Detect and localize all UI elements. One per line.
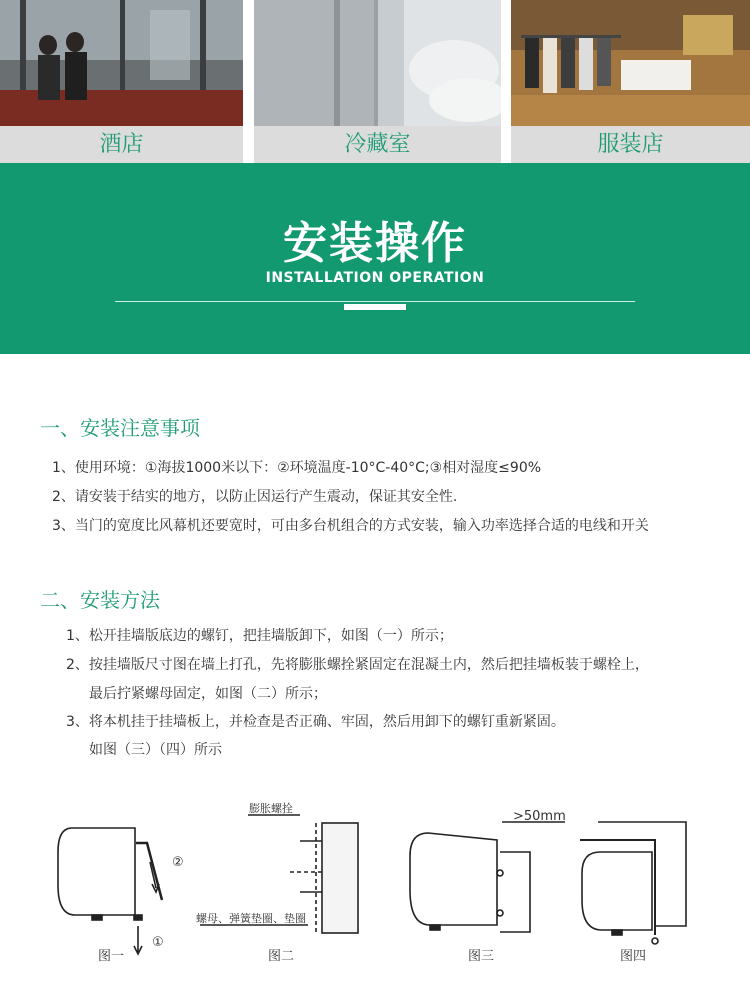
section2-title: 二、安装方法 — [40, 588, 160, 612]
fig1-step1: ① — [152, 935, 164, 950]
caption-clothing-store: 服装店 — [511, 126, 750, 163]
fig1-step2: ② — [172, 855, 184, 870]
fig3-screw-top — [497, 870, 503, 876]
section2-item-2: 2、按挂墙版尺寸图在墙上打孔，先将膨胀螺拴紧固定在混凝土内，然后把挂墙板装于螺栓上， — [66, 657, 649, 673]
fig4-unit — [582, 852, 652, 930]
fig1-foot-2 — [134, 915, 142, 920]
cold-room-image — [254, 0, 501, 126]
fig3-gap-label: >50mm — [513, 809, 566, 824]
fig3-unit — [410, 833, 497, 925]
photo-clothing-store — [511, 0, 750, 163]
fig-label-4: 图四 — [620, 949, 647, 964]
diagram-svg — [0, 790, 750, 996]
fig2-top-label: 膨胀螺拴 — [249, 802, 293, 815]
fig3-foot — [430, 925, 440, 930]
fig1-arrow-2 — [150, 862, 159, 892]
fig1-foot — [92, 915, 102, 920]
banner-accent-bar — [344, 304, 406, 310]
section2-item-3-cont: 如图（三）（四）所示 — [89, 742, 222, 758]
section1-item-1: 1、使用环境：①海拔1000米以下：②环境温度-10°C-40°C;③相对湿度≤90% — [52, 460, 542, 476]
photo-hotel — [0, 0, 243, 163]
banner-subtitle: INSTALLATION OPERATION — [265, 270, 485, 286]
fig2-bottom-label: 螺母、弹簧垫圈、垫圈 — [196, 912, 306, 925]
caption-cold-room: 冷藏室 — [254, 126, 501, 163]
section1-item-3: 3、当门的宽度比风幕机还要宽时，可由多台机组合的方式安装，输入功率选择合适的电线和开关 — [52, 518, 649, 534]
fig-label-3: 图三 — [468, 949, 495, 964]
section1-title: 一、安装注意事项 — [40, 416, 200, 440]
section-banner — [0, 163, 750, 354]
section2-item-3: 3、将本机挂于挂墙板上，并检查是否正确、牢固，然后用卸下的螺钉重新紧固。 — [66, 714, 565, 730]
fig3-screw-bottom — [497, 910, 503, 916]
fig-label-1: 图一 — [98, 949, 125, 964]
photo-cold-room — [254, 0, 501, 163]
installation-diagrams — [0, 790, 750, 996]
caption-hotel: 酒店 — [0, 126, 243, 163]
fig1-unit — [58, 828, 135, 915]
fig-label-2: 图二 — [268, 949, 295, 964]
fig1-plate — [136, 843, 162, 900]
section2-item-1: 1、松开挂墙版底边的螺钉，把挂墙版卸下，如图（一）所示； — [66, 628, 453, 644]
photo-strip — [0, 0, 750, 163]
fig4-foot — [612, 930, 622, 935]
fig2-wall — [322, 823, 358, 933]
fig3-wall-plate — [500, 852, 530, 932]
hotel-image — [0, 0, 243, 126]
fig4-screw — [652, 938, 658, 944]
section2-item-2-cont: 最后拧紧螺母固定，如图（二）所示； — [89, 686, 327, 702]
banner-divider — [115, 301, 635, 302]
banner-title: 安装操作 — [283, 218, 467, 269]
fig1-arrow-1 — [134, 926, 142, 954]
fig4-wall — [598, 822, 686, 926]
clothing-store-image — [511, 0, 750, 126]
section1-item-2: 2、请安装于结实的地方，以防止因运行产生震动，保证其安全性. — [52, 489, 458, 505]
